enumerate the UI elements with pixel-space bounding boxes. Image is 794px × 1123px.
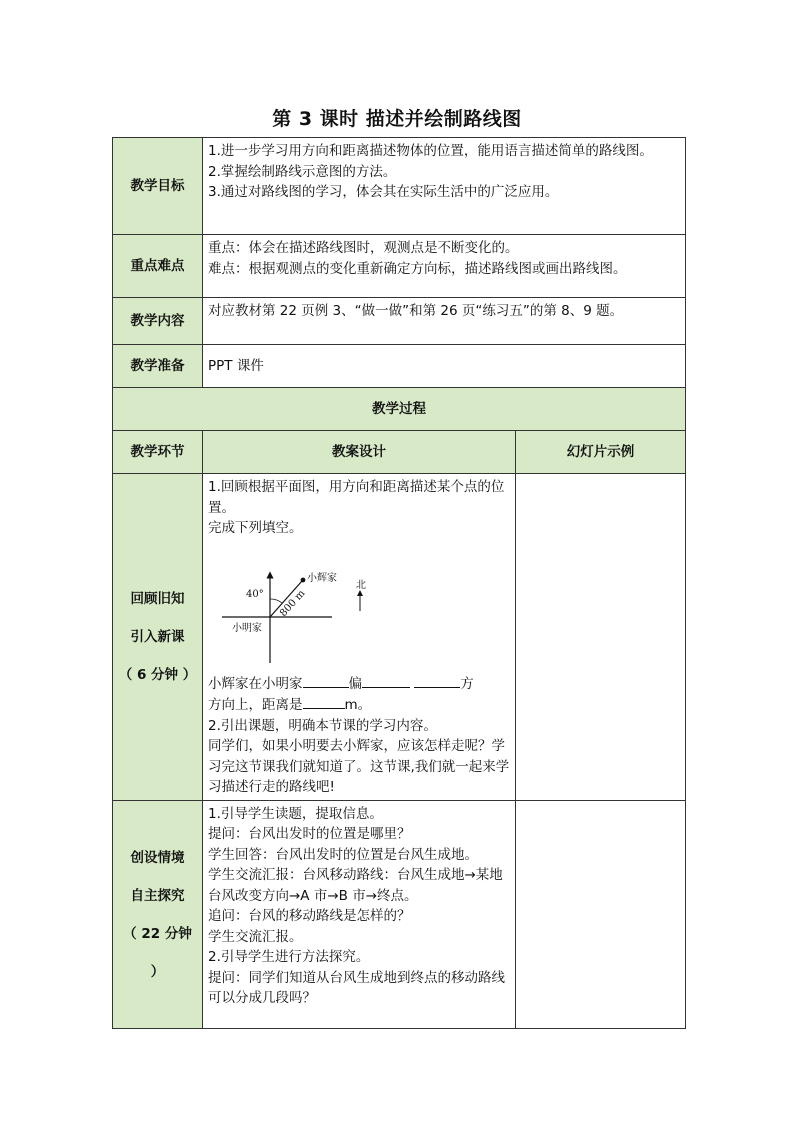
goals-content [203,138,686,235]
angle-label: 40° [246,588,264,600]
stage2-label-line: （ 22 分钟 ） [123,925,192,980]
stage2-label [113,800,203,1028]
key-points-label: 重点难点 [113,235,203,298]
key-points-content [203,235,686,298]
stage2-label-line: 创设情境 [130,849,185,866]
process-header: 教学过程 [113,388,686,431]
col-design-header: 教案设计 [203,431,516,474]
stage1-design [203,474,516,801]
col-stage-header: 教学环节 [113,431,203,474]
stage2-text: 2.引导学生进行方法探究。 [208,949,370,965]
goal-item: 2.掌握绘制路线示意图的方法。 [208,163,397,180]
fill-text: 偏 [348,675,362,692]
stage2-text: 提问：台风出发时的位置是哪里？ [208,826,411,842]
stage2-text: 提问：同学们知道从台风生成地到终点的移动路线可以分成几段吗？ [208,969,505,1006]
lesson-plan-table [112,137,686,1029]
stage2-text: 追问：台风的移动路线是怎样的？ [208,908,411,924]
prep-text: PPT 课件 [203,345,686,388]
north-label: 北 [356,579,366,591]
point-b-label: 小明家 [232,622,262,634]
goals-label: 教学目标 [113,138,203,235]
column-header-row [113,431,686,474]
stage1-label [113,474,203,801]
stage2-design [203,800,516,1028]
content-text: 对应教材第 22 页例 3、“做一做”和第 26 页“练习五”的第 8、9 题。 [203,298,686,345]
stage1-row [113,474,686,801]
angle-arc [270,598,282,602]
fill-blank-sentence-2 [208,694,510,716]
stage2-text: 学生交流汇报。 [208,928,303,945]
point-marker [301,577,306,582]
stage2-slides [516,800,686,1028]
prep-label: 教学准备 [113,345,203,388]
prep-row [113,345,686,388]
stage2-label-line: 自主探究 [130,887,185,904]
blank-direction-1[interactable] [303,673,349,688]
col-slides-header: 幻灯片示例 [516,431,686,474]
stage1-text: 同学们，如果小明要去小辉家，应该怎样走呢？学习完这节课我们就知道了。这节课,我们就一起来学习描述行走的路线吧! [208,738,510,795]
fill-blank-sentence: 小辉家在小明家 偏 方 [208,673,510,695]
stage1-text: 2.引出课题，明确本节课的学习内容。 [208,717,437,734]
stage1-text: 1.回顾根据平面图，用方向和距离描述某个点的位置。 [208,479,505,516]
goal-item: 3.通过对路线图的学习，体会其在实际生活中的广泛应用。 [208,184,559,200]
content-row [113,298,686,345]
content-label: 教学内容 [113,298,203,345]
stage1-label-line: 回顾旧知 [130,591,185,608]
key-point-item: 重点：体会在描述路线图时，观测点是不断变化的。 [208,240,519,256]
key-points-row [113,235,686,298]
process-header-row [113,388,686,431]
stage2-text: 学生交流汇报：台风移动路线：台风生成地→某地台风改变方向→A 市→B 市→终点。 [208,867,503,904]
stage2-text: 学生回答：台风出发时的位置是台风生成地。 [208,846,478,863]
fill-text: m。 [344,697,372,713]
key-point-item: 难点：根据观测点的变化重新确定方向标，描述路线图或画出路线图。 [208,260,627,277]
stage2-row [113,800,686,1028]
stage1-label-line: 引入新课 [130,629,185,646]
fill-text: 小辉家在小明家 [208,675,303,692]
goal-item: 1.进一步学习用方向和距离描述物体的位置，能用语言描述简单的路线图。 [208,143,653,159]
distance-label: 800 m [278,587,308,619]
blank-direction-2[interactable] [414,673,460,688]
point-a-label: 小辉家 [307,572,337,584]
blank-distance[interactable] [303,694,345,709]
fill-text: 方向上，距离是 [208,697,303,713]
stage1-label-line: （ 6 分钟 ） [118,667,197,684]
stage1-text: 完成下列填空。 [208,520,303,536]
direction-diagram [212,571,372,667]
stage1-slides [516,474,686,801]
goals-row [113,138,686,235]
blank-angle[interactable] [362,673,410,688]
page-title: 第 3 课时 描述并绘制路线图 [272,108,522,130]
stage2-text: 1.引导学生读题，提取信息。 [208,805,383,822]
